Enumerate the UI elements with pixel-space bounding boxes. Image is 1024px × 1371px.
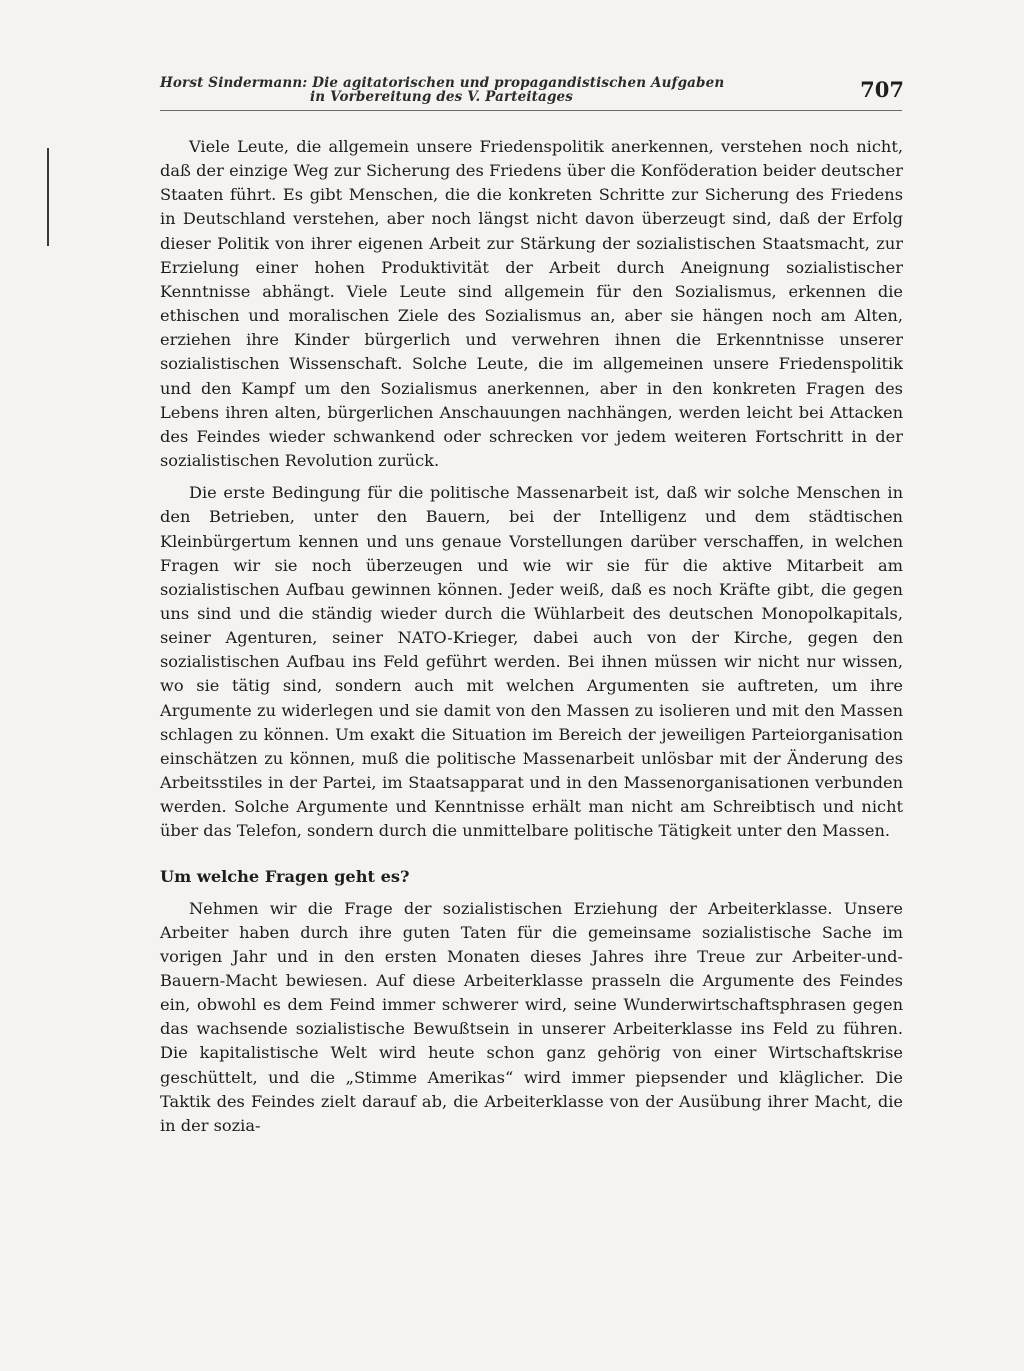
running-title-line-2: in Vorbereitung des V. Parteitages bbox=[310, 89, 574, 105]
margin-mark bbox=[47, 148, 49, 246]
body-text bbox=[160, 135, 903, 1146]
section-heading: Um welche Fragen geht es? bbox=[160, 866, 410, 886]
header-rule bbox=[160, 110, 902, 111]
paragraph: Die erste Bedingung für die politische Massenarbeit ist, daß wir solche Menschen in den Betrieben, unter den Bauern, bei der Intelligenz und dem städtischen Kleinbürgertum kennen und uns genaue Vorstellungen darüber verschaffen, in welchen Fragen wir sie noch überzeugen und wie wir sie für die aktive Mitarbeit am sozialistischen Aufbau gewinnen können. Jeder weiß, daß es noch Kräfte gibt, die gegen uns sind und die ständig wieder durch die Wühlarbeit des deutschen Monopolkapitals, seiner Agenturen, seiner NATO-Krieger, dabei auch von der Kirche, gegen den sozialistischen Aufbau ins Feld geführt werden. Bei ihnen müssen wir nicht nur wissen, wo sie tätig sind, sondern auch mit welchen Argumenten sie auftreten, um ihre Argumente zu widerlegen und sie damit von den Massen zu isolieren und mit den Massen schlagen zu können. Um exakt die Situation im Bereich der jeweiligen Parteiorganisation einschätzen zu können, muß die politische Massenarbeit unlösbar mit der Änderung des Arbeitsstiles in der Partei, im Staatsapparat und in den Massenorganisationen verbunden werden. Solche Argumente und Kenntnisse erhält man nicht am Schreibtisch und nicht über das Telefon, sondern durch die unmittelbare politische Tätigkeit unter den Massen. bbox=[160, 483, 903, 841]
paragraph: Viele Leute, die allgemein unsere Friedenspolitik anerkennen, verstehen noch nicht, daß der einzige Weg zur Sicherung des Friedens über die Konföderation beider deutscher Staaten führt. Es gibt Menschen, die die konkreten Schritte zur Sicherung des Friedens in Deutschland verstehen, aber noch längst nicht davon überzeugt sind, daß der Erfolg dieser Politik von ihrer eigenen Arbeit zur Stärkung der sozialistischen Staatsmacht, zur Erzielung einer hohen Produktivität der Arbeit durch Aneignung sozialistischer Kenntnisse abhängt. Viele Leute sind allgemein für den Sozialismus, erkennen die ethischen und moralischen Ziele des Sozialismus an, aber sie hängen noch am Alten, erziehen ihre Kinder bürgerlich und verwehren ihnen die Erkenntnisse unserer sozialistischen Wissenschaft. Solche Leute, die im allgemeinen unsere Friedenspolitik und den Kampf um den Sozialismus anerkennen, aber in den konkreten Fragen des Lebens ihren alten, bürgerlichen Anschauungen nachhängen, werden leicht bei Attacken des Feindes wieder schwankend oder schrecken vor jedem weiteren Fortschritt in der sozialistischen Revolution zurück. bbox=[160, 137, 903, 471]
running-title-line-1: Horst Sindermann: Die agitatorischen und propagandistischen Aufgaben bbox=[160, 75, 725, 91]
running-header bbox=[160, 76, 910, 110]
page-number: 707 bbox=[860, 77, 904, 102]
running-title bbox=[160, 76, 810, 104]
paragraph: Nehmen wir die Frage der sozialistischen Erziehung der Arbeiterklasse. Unsere Arbeiter haben durch ihre guten Taten für die gemeinsame sozialistische Sache im vorigen Jahr und in den ersten Monaten dieses Jahres ihre Treue zur Arbeiter-und-Bauern-Macht bewiesen. Auf diese Arbeiterklasse prasseln die Argumente des Feindes ein, obwohl es dem Feind immer schwerer wird, seine Wunderwirtschaftsphrasen gegen das wachsende sozialistische Bewußtsein in unserer Arbeiterklasse ins Feld zu führen. Die kapitalistische Welt wird heute schon ganz gehörig von einer Wirtschaftskrise geschüttelt, und die „Stimme Amerikas“ wird immer piepsender und kläglicher. Die Taktik des Feindes zielt darauf ab, die Arbeiterklasse von der Ausübung ihrer Macht, die in der sozia- bbox=[160, 898, 903, 1135]
